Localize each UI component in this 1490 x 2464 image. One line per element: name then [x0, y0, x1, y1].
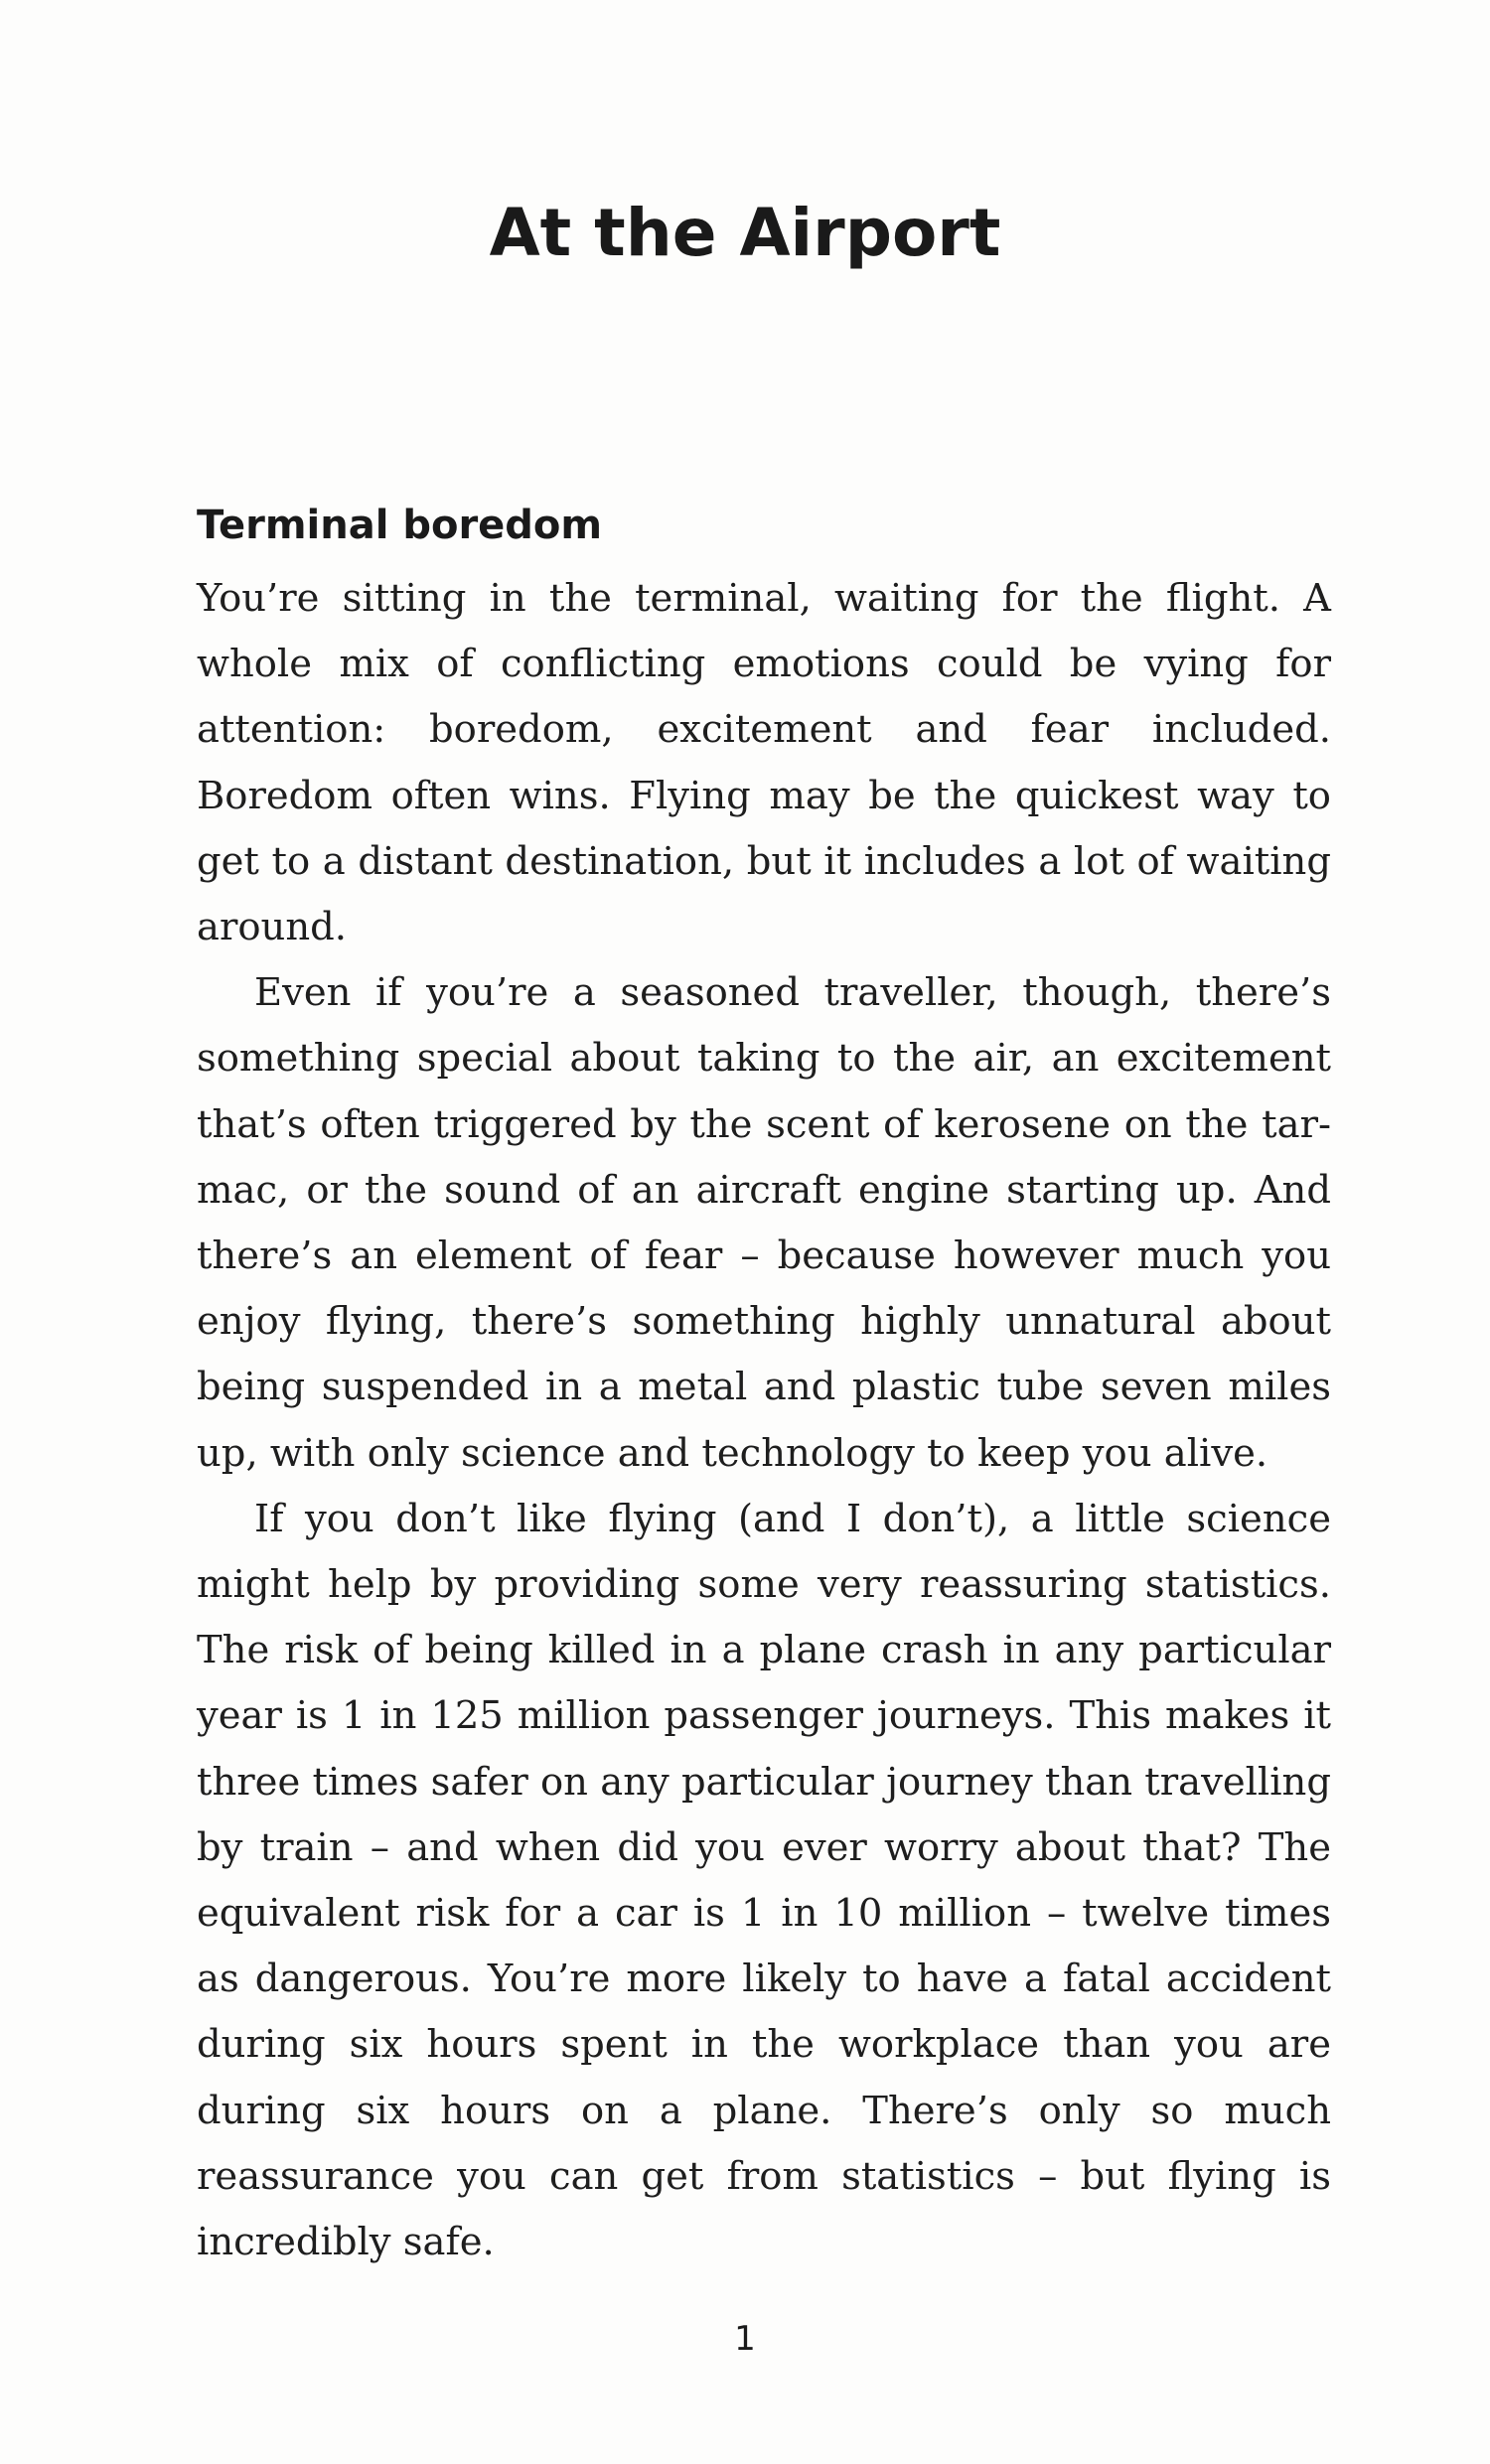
- page-number: 1: [734, 2319, 756, 2359]
- body-text: [197, 566, 1331, 2275]
- section-heading: Terminal boredom: [197, 503, 603, 548]
- paragraph-3: If you don’t like flying (and I don’t), a little science might help by providing some very reassuring statistics. The risk of being killed in a plane crash in any particular year is 1 in 125 million passenger journeys. This makes it three times safer on any particular journey than travelling by train – and when did you ever worry about that? The equivalent risk for a car is 1 in 10 million – twelve times as dangerous. You’re more likely to have a fatal accident during six hours spent in the workplace than you are during six hours on a plane. There’s only so much reassurance you can get from statistics – but flying is incredibly safe.: [197, 1496, 1331, 2265]
- paragraph-1: You’re sitting in the terminal, waiting for the flight. A whole mix of conflicting emotions could be vying for attention: boredom, excitement and fear included. Boredom often wins. Flying may be the quickest way to get to a distant destination, but it includes a lot of waiting around.: [197, 576, 1331, 950]
- paragraph-2: Even if you’re a seasoned traveller, though, there’s something special about taking to the air, an excitement that’s often triggered by the scent of kerosene on the tarmac, or the sound of an aircraft engine starting up. And there’s an element of fear – because however much you enjoy flying, there’s something highly unnatural about being suspended in a metal and plastic tube seven miles up, with only science and technology to keep you alive.: [197, 970, 1331, 1476]
- chapter-title: At the Airport: [489, 195, 1001, 271]
